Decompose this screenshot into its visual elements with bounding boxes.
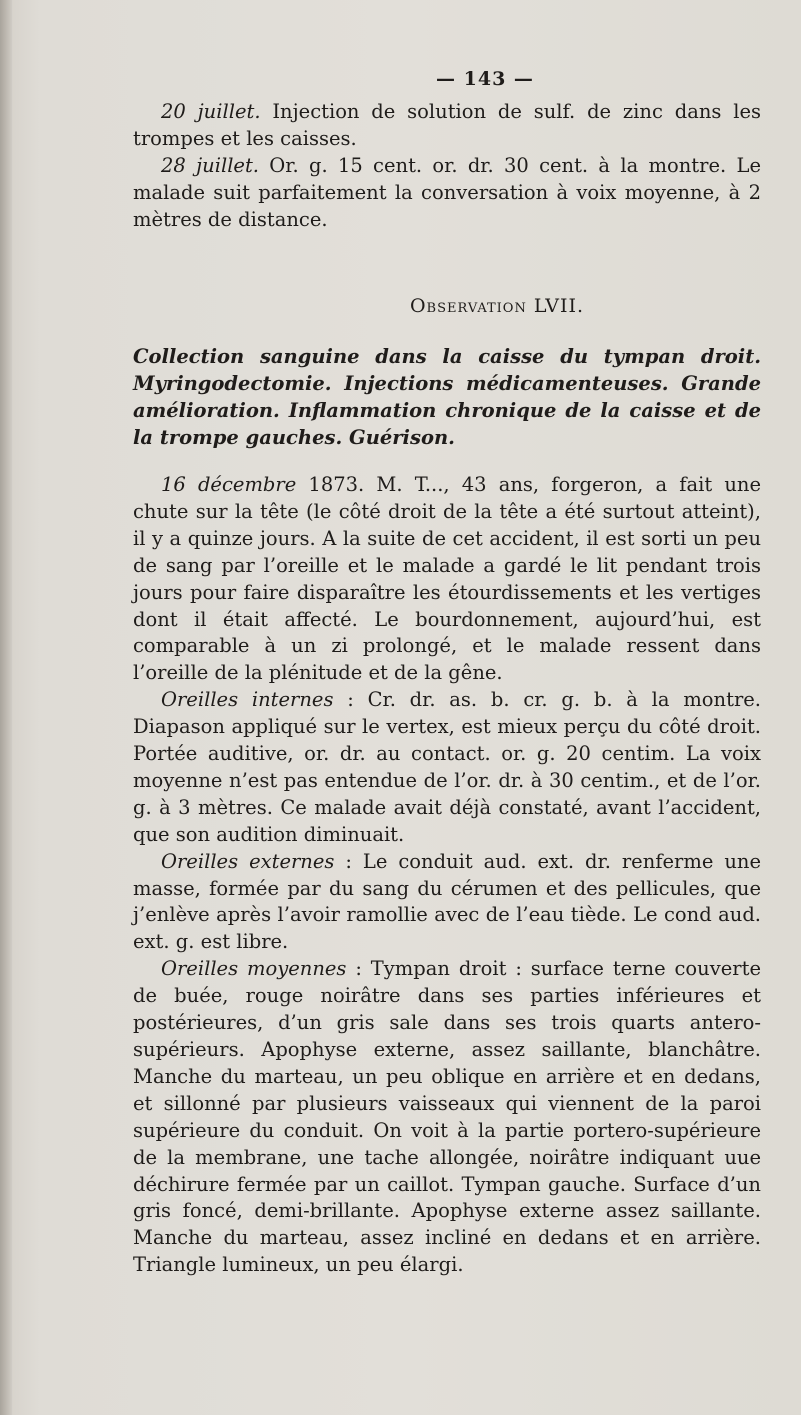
section-text: : Tympan droit : surface terne couverte de buée, rouge noirâtre dans ses parties inférieures et postérieures, d’un gris sale dans ses trois quarts antero-supérieurs. Apophyse externe, assez saillante, blanchâtre. Manche du marteau, un peu oblique en arrière et en dedans, et sillonné par plusieurs vaisseaux qui viennent de la paroi supérieure du conduit. On voit à la partie portero-supérieure de la membrane, une tache allongée, noirâtre indiquant uue déchirure fermée par un caillot. Tympan gauche. Surface d’un gris foncé, demi-brillante. Apophyse externe assez saillante. Manche du marteau, assez incliné en dedans et en arrière. Triangle lumineux, un peu élargi. [133,957,761,1277]
section-paragraph [133,849,761,957]
observation-title: Observation LVII. [409,295,585,318]
section-text: : Le conduit aud. ext. dr. renferme une masse, formée par du sang du cérumen et des pellicules, que j’enlève après l’avoir ramollie avec de l’eau tiède. Le cond aud. ext. g. est libre. [133,849,762,954]
case-intro-paragraph [133,472,761,687]
text-block [133,66,761,1279]
section-label: Oreilles moyennes [161,957,347,981]
section-text: : Cr. dr. as. b. cr. g. b. à la montre. Diapason appliqué sur le vertex, est mieux perçu du côté droit. Portée auditive, or. dr. au contact. or. g. 20 centim. La voix moyenne n’est pas entendue de l’or. dr. à 30 centim., et de l’or. g. à 3 mètres. Ce malade avait déjà constaté, avant l’accident, que son audition diminuait. [133,688,762,846]
section-paragraph [133,687,761,848]
entry-paragraph [133,153,761,234]
entry-paragraph [133,99,761,153]
case-date: 16 décembre [161,472,297,496]
page-number: — 143 — [436,68,534,90]
entry-date: 20 juillet. [161,99,261,123]
case-summary: Collection sanguine dans la caisse du tympan droit. Myringodectomie. Injections médicamenteuses. Grande amélioration. Inflammation chronique de la caisse et de la trompe gauches. Guérison. [133,345,761,450]
entry-text: Or. g. 15 cent. or. dr. 30 cent. à la montre. Le malade suit parfaitement la conversation à voix moyenne, à 2 mètres de distance. [133,153,761,231]
section-label: Oreilles externes [161,849,335,873]
section-label: Oreilles internes [161,688,334,712]
section-paragraph [133,956,761,1279]
entry-date: 28 juillet. [161,153,259,177]
entry-text: Injection de solution de sulf. de zinc dans les trompes et les caisses. [133,99,761,150]
page-binding-edge [0,0,12,1415]
case-intro-text: 1873. M. T..., 43 ans, forgeron, a fait une chute sur la tête (le côté droit de la tête a été surtout atteint), il y a quinze jours. A la suite de cet accident, il est sorti un peu de sang par l’oreille et le malade a gardé le lit pendant trois jours pour faire disparaître les étourdissements et les vertiges dont il était affecté. Le bourdonnement, aujourd’hui, est comparable à un zi prolongé, et le malade ressent dans l’oreille de la plénitude et de la gêne. [133,472,761,685]
